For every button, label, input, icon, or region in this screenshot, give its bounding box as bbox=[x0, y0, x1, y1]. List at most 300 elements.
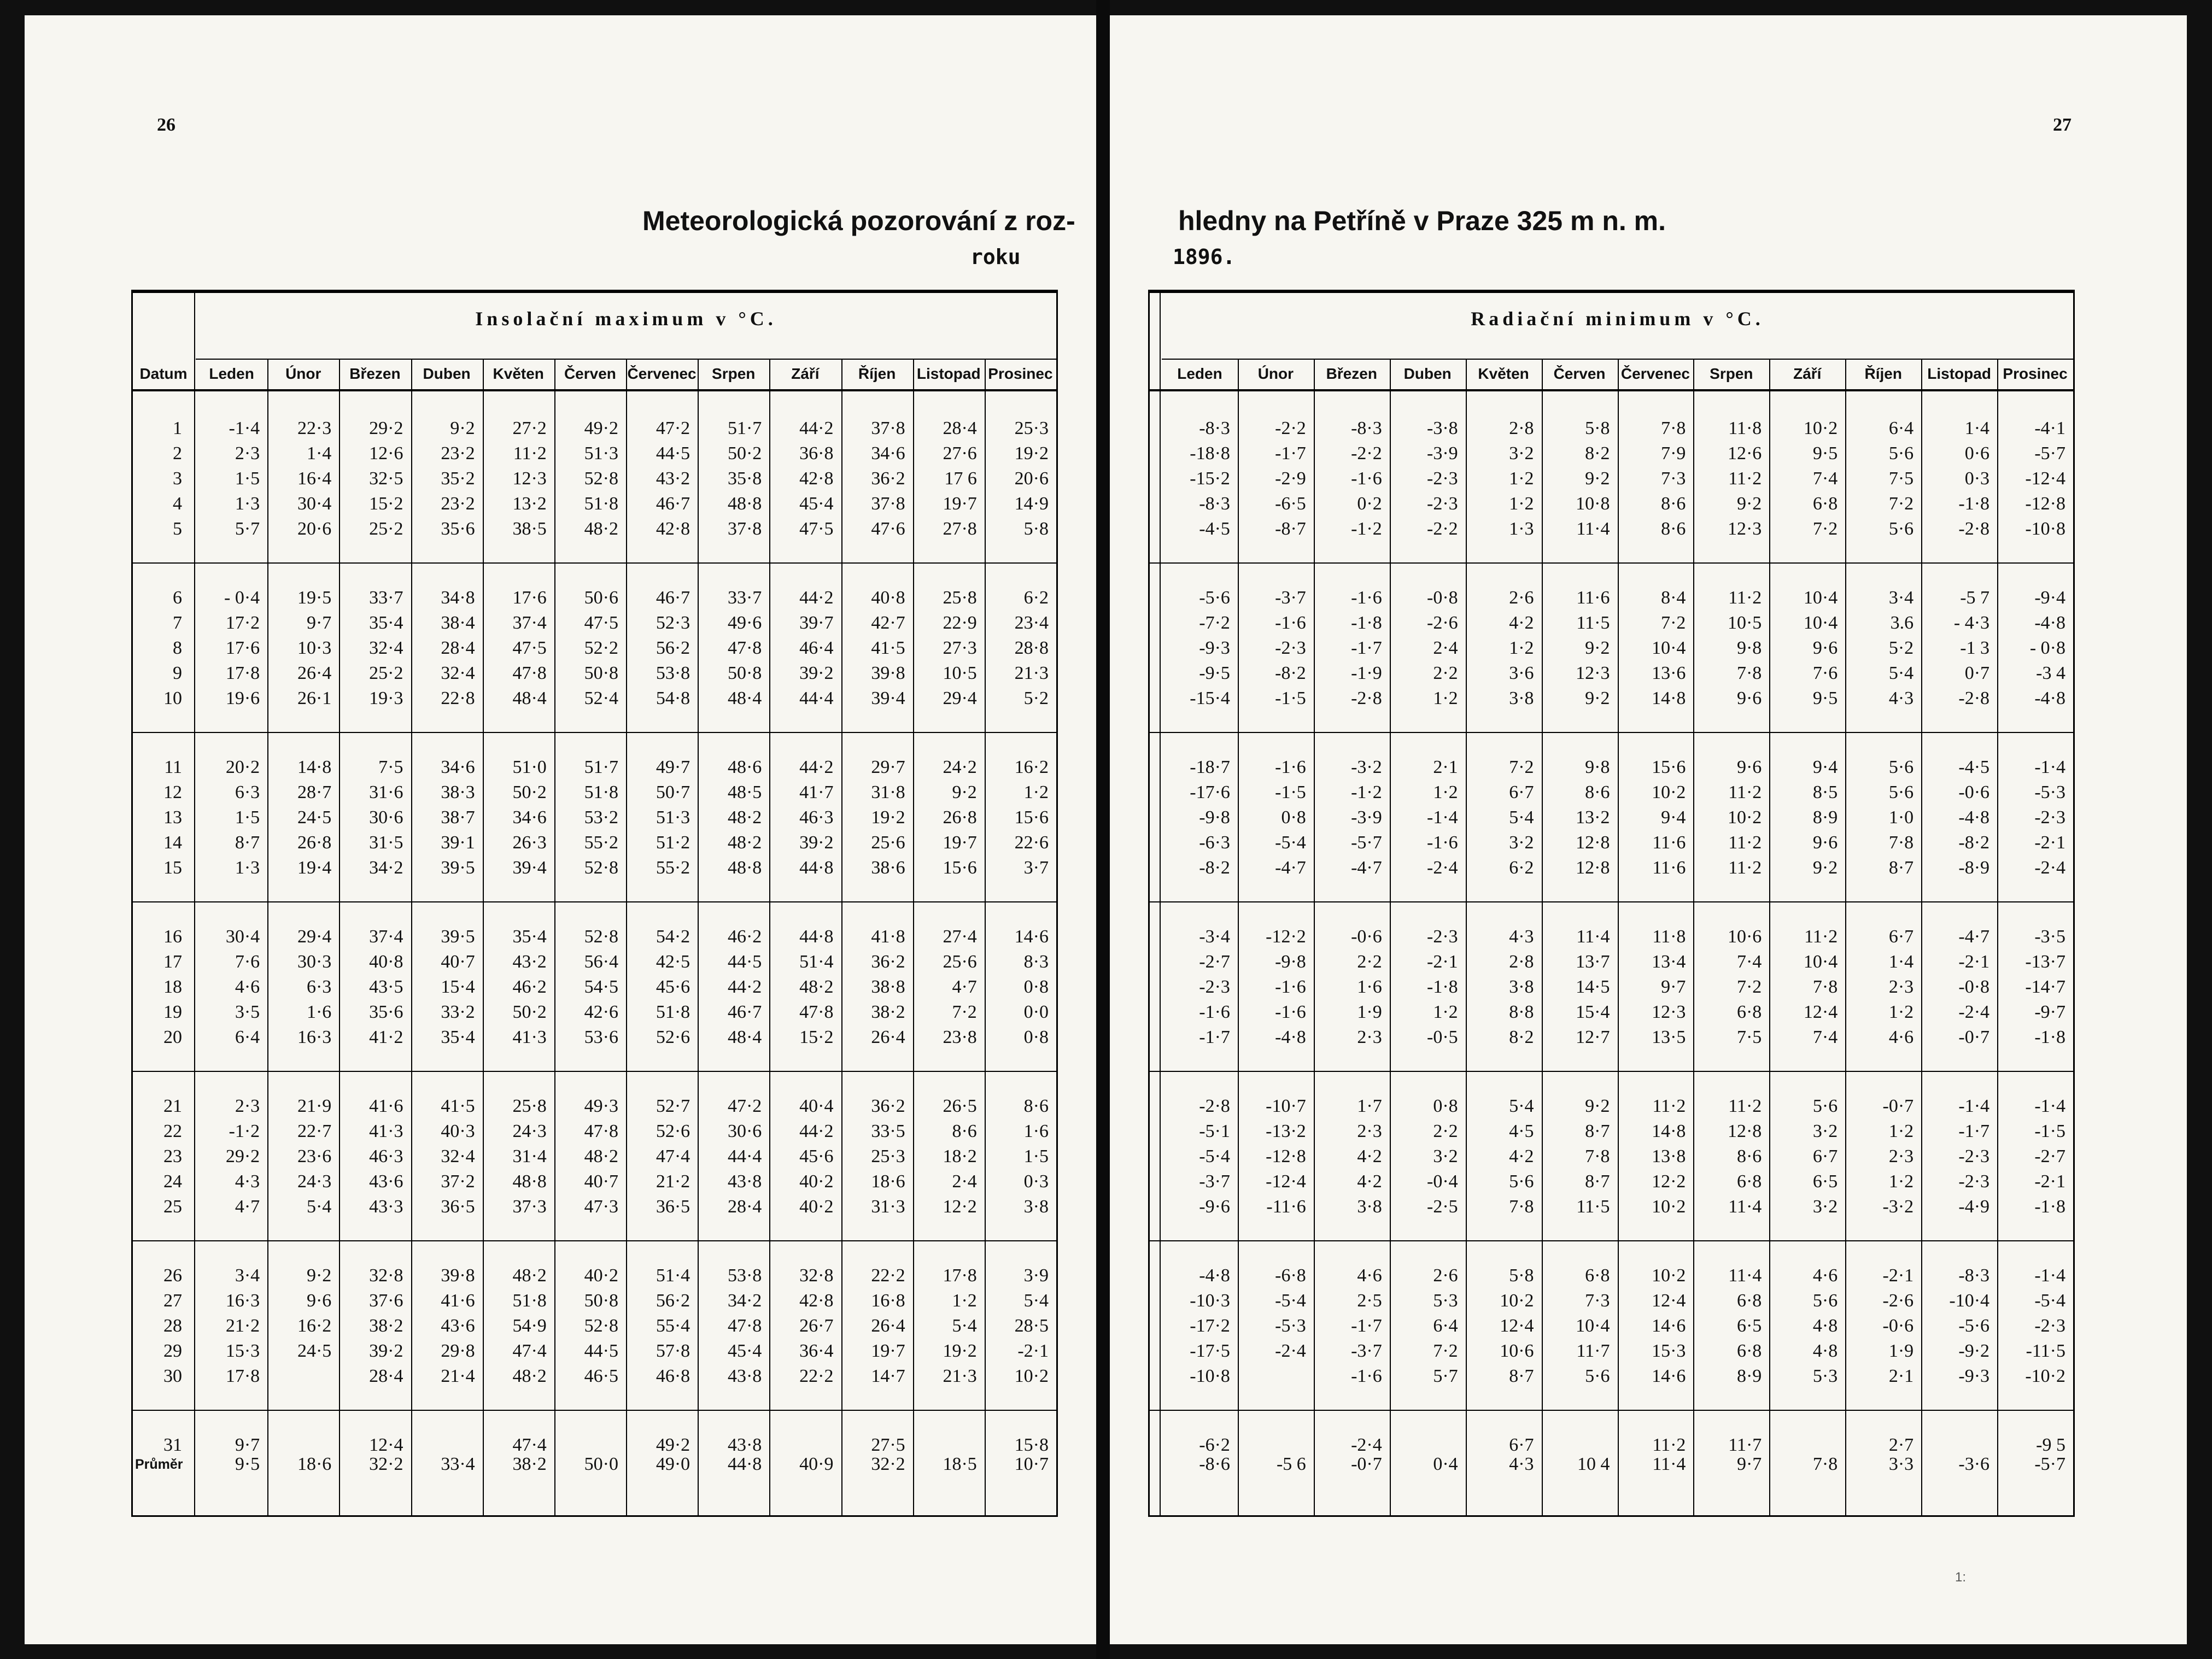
day-number: 29 bbox=[163, 1341, 182, 1361]
table-cell: 20·6 bbox=[297, 519, 332, 539]
table-cell: 38·3 bbox=[441, 782, 475, 802]
table-cell: 4·3 bbox=[1888, 688, 1914, 708]
table-cell: 21·3 bbox=[1014, 663, 1049, 683]
table-cell: 6·5 bbox=[1812, 1171, 1838, 1192]
table-cell: 3·9 bbox=[1023, 1265, 1049, 1286]
table-cell: 41·8 bbox=[871, 927, 905, 947]
table-cell: -12·8 bbox=[1266, 1146, 1306, 1166]
table-cell: 1·3 bbox=[235, 494, 260, 514]
table-cell: -9·8 bbox=[1199, 807, 1230, 828]
average-cell: 18·6 bbox=[297, 1454, 332, 1474]
table-cell: 43·3 bbox=[369, 1197, 403, 1217]
table-cell: -3·9 bbox=[1351, 807, 1382, 828]
table-cell: 1·0 bbox=[1888, 807, 1914, 828]
table-cell: 12·3 bbox=[1652, 1002, 1686, 1022]
table-cell: 36·2 bbox=[871, 1096, 905, 1116]
table-cell: 2·2 bbox=[1357, 952, 1382, 972]
table-cell: -1·8 bbox=[1427, 977, 1458, 997]
table-cell: -2·4 bbox=[1958, 1002, 1990, 1022]
table-cell: 6·4 bbox=[235, 1027, 260, 1047]
table-cell: 8·9 bbox=[1736, 1366, 1762, 1386]
table-cell: 4·7 bbox=[235, 1197, 260, 1217]
table-cell: 1·9 bbox=[1357, 1002, 1382, 1022]
table-cell: 51·2 bbox=[656, 833, 690, 853]
table-cell: 2·8 bbox=[1509, 418, 1534, 438]
table-cell: 44·5 bbox=[656, 443, 690, 464]
table-cell: 43·5 bbox=[369, 977, 403, 997]
table-cell: 47·5 bbox=[584, 613, 618, 633]
table-cell: 9·7 bbox=[306, 613, 332, 633]
table-cell: -5·7 bbox=[1351, 833, 1382, 853]
table-cell: 17·6 bbox=[225, 638, 260, 658]
table-cell: 9·2 bbox=[1585, 688, 1610, 708]
table-cell: -1·7 bbox=[1958, 1121, 1990, 1141]
table-cell: -5·7 bbox=[2034, 443, 2065, 464]
table-cell: 3·5 bbox=[235, 1002, 260, 1022]
table-caption: Insolační maximum v °C. bbox=[475, 308, 777, 330]
table-cell: 1·3 bbox=[235, 858, 260, 878]
table-cell: 0·3 bbox=[1023, 1171, 1049, 1192]
table-cell: -3·5 bbox=[2034, 927, 2065, 947]
table-cell: 19·7 bbox=[871, 1341, 905, 1361]
table-cell: -2·3 bbox=[2034, 807, 2065, 828]
table-cell: 11·2 bbox=[1728, 858, 1762, 878]
table-cell: 44·5 bbox=[584, 1341, 618, 1361]
table-cell: 7·2 bbox=[1661, 613, 1686, 633]
table-cell: 11·6 bbox=[1652, 858, 1686, 878]
average-cell: 4·3 bbox=[1509, 1454, 1534, 1474]
table-cell: 36·2 bbox=[871, 468, 905, 489]
table-cell: 50·2 bbox=[512, 1002, 547, 1022]
table-cell: 36·4 bbox=[799, 1341, 834, 1361]
table-cell: 16·2 bbox=[297, 1316, 332, 1336]
month-header: Srpen bbox=[712, 365, 756, 382]
table-cell: 23·2 bbox=[441, 443, 475, 464]
table-cell: 1·2 bbox=[1433, 782, 1458, 802]
table-cell: -5·4 bbox=[1199, 1146, 1230, 1166]
table-cell: 9·6 bbox=[1812, 833, 1838, 853]
table-cell: 35·8 bbox=[727, 468, 762, 489]
table-cell: 7·9 bbox=[1661, 443, 1686, 464]
table-cell: 46·8 bbox=[656, 1366, 690, 1386]
table-cell: -2·8 bbox=[1958, 688, 1990, 708]
table-cell: -8·3 bbox=[1351, 418, 1382, 438]
table-cell: 50·8 bbox=[584, 1291, 618, 1311]
table-cell: 48·6 bbox=[727, 757, 762, 777]
table-cell: -10·4 bbox=[1949, 1291, 1990, 1311]
table-cell: -1·4 bbox=[229, 418, 260, 438]
table-cell: 53·6 bbox=[584, 1027, 618, 1047]
table-cell: 0·3 bbox=[1964, 468, 1990, 489]
table-cell: -2·3 bbox=[2034, 1316, 2065, 1336]
group-divider bbox=[1150, 1410, 2073, 1411]
table-cell: 52·2 bbox=[584, 638, 618, 658]
table-cell: 2·8 bbox=[1509, 952, 1534, 972]
table-cell: 6·7 bbox=[1509, 1435, 1534, 1455]
table-cell: 10·4 bbox=[1803, 588, 1838, 608]
table-cell: 6·4 bbox=[1888, 418, 1914, 438]
table-cell: 6·5 bbox=[1736, 1316, 1762, 1336]
table-cell: 11·6 bbox=[1652, 833, 1686, 853]
month-header: Červenec bbox=[1620, 365, 1690, 382]
table-cell: -2·3 bbox=[1958, 1171, 1990, 1192]
table-cell: 34·6 bbox=[512, 807, 547, 828]
table-cell: 15·2 bbox=[799, 1027, 834, 1047]
table-cell: 46·7 bbox=[727, 1002, 762, 1022]
table-cell: -2·1 bbox=[1882, 1265, 1914, 1286]
table-cell: 15·6 bbox=[943, 858, 977, 878]
table-cell: -1·6 bbox=[1427, 833, 1458, 853]
table-cell: -1·7 bbox=[1199, 1027, 1230, 1047]
table-cell: 53·8 bbox=[656, 663, 690, 683]
table-cell: 29·8 bbox=[441, 1341, 475, 1361]
table-cell: -0·6 bbox=[1882, 1316, 1914, 1336]
table-cell: 10·2 bbox=[1803, 418, 1838, 438]
table-cell: -1·6 bbox=[1351, 468, 1382, 489]
table-cell: 48·4 bbox=[727, 688, 762, 708]
table-cell: 9·2 bbox=[952, 782, 977, 802]
table-cell: 49·2 bbox=[584, 418, 618, 438]
table-cell: 7·4 bbox=[1736, 952, 1762, 972]
table-cell: -2·2 bbox=[1427, 519, 1458, 539]
table-cell: 2·1 bbox=[1433, 757, 1458, 777]
table-cell: -2·1 bbox=[1958, 952, 1990, 972]
table-cell: 44·5 bbox=[727, 952, 762, 972]
table-cell: 45·6 bbox=[799, 1146, 834, 1166]
table-cell: -9·3 bbox=[1199, 638, 1230, 658]
table-cell: 12·8 bbox=[1576, 858, 1610, 878]
table-cell: 12·8 bbox=[1727, 1121, 1762, 1141]
month-header: Leden bbox=[209, 365, 254, 382]
table-cell: 1·6 bbox=[306, 1002, 332, 1022]
table-cell: 19·4 bbox=[297, 858, 332, 878]
table-cell: 25·3 bbox=[1014, 418, 1049, 438]
table-cell: 7·8 bbox=[1812, 977, 1838, 997]
table-cell: 6·7 bbox=[1888, 927, 1914, 947]
table-cell: 44·8 bbox=[799, 858, 834, 878]
table-cell: 46·2 bbox=[512, 977, 547, 997]
table-cell: -5·4 bbox=[1275, 1291, 1306, 1311]
table-cell: 3·8 bbox=[1509, 977, 1534, 997]
month-header: Květen bbox=[1478, 365, 1529, 382]
table-cell: 16·3 bbox=[297, 1027, 332, 1047]
table-cell: 14·8 bbox=[1652, 688, 1686, 708]
table-cell: -2·1 bbox=[1017, 1341, 1049, 1361]
table-cell: 10·2 bbox=[1652, 782, 1686, 802]
day-number: 22 bbox=[163, 1121, 182, 1141]
page-number-left: 26 bbox=[157, 115, 175, 135]
table-cell: 7·8 bbox=[1736, 663, 1762, 683]
table-cell: 40·7 bbox=[441, 952, 475, 972]
table-cell: 36·8 bbox=[799, 443, 834, 464]
day-number: 1 bbox=[173, 418, 182, 438]
table-cell: 26·3 bbox=[512, 833, 547, 853]
table-cell: 55·4 bbox=[656, 1316, 690, 1336]
table-cell: 48·5 bbox=[727, 782, 762, 802]
table-cell: 9·6 bbox=[1736, 757, 1762, 777]
table-cell: -4·8 bbox=[2034, 688, 2065, 708]
table-cell: 2·3 bbox=[1888, 1146, 1914, 1166]
table-cell: -13·2 bbox=[1266, 1121, 1306, 1141]
table-cell: 8·7 bbox=[1585, 1171, 1610, 1192]
table-cell: -2·1 bbox=[2034, 1171, 2065, 1192]
table-cell: 44·4 bbox=[727, 1146, 762, 1166]
table-cell: -10·7 bbox=[1266, 1096, 1306, 1116]
table-cell: 49·2 bbox=[656, 1435, 690, 1455]
table-cell: 2·6 bbox=[1433, 1265, 1458, 1286]
table-cell: 48·4 bbox=[512, 688, 547, 708]
table-cell: 48·8 bbox=[727, 494, 762, 514]
month-header: Srpen bbox=[1710, 365, 1753, 382]
table-cell: 5·6 bbox=[1812, 1291, 1838, 1311]
table-cell: 40·3 bbox=[441, 1121, 475, 1141]
table-cell: 24·2 bbox=[943, 757, 977, 777]
table-cell: 12·4 bbox=[1652, 1291, 1686, 1311]
table-cell: -3·9 bbox=[1427, 443, 1458, 464]
table-cell: 10·2 bbox=[1014, 1366, 1049, 1386]
average-cell: -0·7 bbox=[1351, 1454, 1382, 1474]
table-cell: 52·8 bbox=[584, 468, 618, 489]
table-cell: 5·2 bbox=[1023, 688, 1049, 708]
table-cell: 10·6 bbox=[1727, 927, 1762, 947]
table-cell: 32·4 bbox=[441, 663, 475, 683]
table-cell: 52·8 bbox=[584, 927, 618, 947]
table-cell: 51·7 bbox=[727, 418, 762, 438]
table-cell: 15·4 bbox=[441, 977, 475, 997]
table-cell: 5·7 bbox=[1433, 1366, 1458, 1386]
day-number: 10 bbox=[163, 688, 182, 708]
table-cell: 43·8 bbox=[727, 1171, 762, 1192]
table-cell: 2·4 bbox=[952, 1171, 977, 1192]
book-spine bbox=[1096, 0, 1110, 1659]
table-cell: -1·5 bbox=[2034, 1121, 2065, 1141]
table-cell: 6·3 bbox=[306, 977, 332, 997]
table-cell: 2·5 bbox=[1357, 1291, 1382, 1311]
table-cell: 1·6 bbox=[1023, 1121, 1049, 1141]
table-cell: -4·7 bbox=[1275, 858, 1306, 878]
average-cell: 9·7 bbox=[1736, 1454, 1762, 1474]
table-cell: -6·2 bbox=[1199, 1435, 1230, 1455]
table-cell: -1·4 bbox=[2034, 1096, 2065, 1116]
table-cell: 12·3 bbox=[1727, 519, 1762, 539]
table-cell: 48·2 bbox=[584, 1146, 618, 1166]
table-cell: 13·2 bbox=[512, 494, 547, 514]
table-cell: 47·2 bbox=[656, 418, 690, 438]
table-cell: 26·4 bbox=[297, 663, 332, 683]
table-cell: -1·6 bbox=[1275, 757, 1306, 777]
table-cell: 15·8 bbox=[1014, 1435, 1049, 1455]
table-cell: 9·5 bbox=[1812, 688, 1838, 708]
table-cell: 27·4 bbox=[943, 927, 977, 947]
table-cell: 5·6 bbox=[1585, 1366, 1610, 1386]
header-rule bbox=[1150, 389, 2073, 391]
table-cell: 11·7 bbox=[1728, 1435, 1762, 1455]
table-cell: 43·6 bbox=[369, 1171, 403, 1192]
table-cell: 2·4 bbox=[1433, 638, 1458, 658]
table-cell: 11·2 bbox=[1728, 782, 1762, 802]
table-cell: 51·4 bbox=[656, 1265, 690, 1286]
table-cell: -1·7 bbox=[1275, 443, 1306, 464]
table-cell: 17·6 bbox=[512, 588, 547, 608]
table-cell: 11·2 bbox=[513, 443, 547, 464]
table-cell: 11·4 bbox=[1728, 1197, 1762, 1217]
day-number: 4 bbox=[173, 494, 182, 514]
table-cell: 2·3 bbox=[1888, 977, 1914, 997]
table-cell: 46·5 bbox=[584, 1366, 618, 1386]
table-cell: 6·2 bbox=[1023, 588, 1049, 608]
table-cell: 12·3 bbox=[1576, 663, 1610, 683]
table-cell: 42·7 bbox=[871, 613, 905, 633]
group-divider bbox=[133, 1240, 1056, 1241]
table-cell: 46·2 bbox=[727, 927, 762, 947]
table-cell: 11·2 bbox=[1728, 588, 1762, 608]
table-cell: 26·5 bbox=[943, 1096, 977, 1116]
table-cell: 39·2 bbox=[799, 833, 834, 853]
average-cell: 10 4 bbox=[1577, 1454, 1610, 1474]
table-cell: 14·6 bbox=[1652, 1316, 1686, 1336]
table-cell: -2·4 bbox=[1275, 1341, 1306, 1361]
table-cell: 25·2 bbox=[369, 519, 403, 539]
month-header: Listopad bbox=[1927, 365, 1991, 382]
table-cell: -1·8 bbox=[2034, 1197, 2065, 1217]
table-cell: 18·6 bbox=[871, 1171, 905, 1192]
table-cell: 25·8 bbox=[512, 1096, 547, 1116]
table-cell: 50·7 bbox=[656, 782, 690, 802]
table-cell: -3 4 bbox=[2036, 663, 2065, 683]
table-cell: -1·6 bbox=[1275, 1002, 1306, 1022]
table-cell: 12·2 bbox=[1652, 1171, 1686, 1192]
table-cell: 1·5 bbox=[1023, 1146, 1049, 1166]
table-cell: 1·5 bbox=[235, 468, 260, 489]
table-cell: 52·6 bbox=[656, 1027, 690, 1047]
table-cell: 19·6 bbox=[225, 688, 260, 708]
table-cell: 3·6 bbox=[1509, 663, 1534, 683]
table-cell: 38·2 bbox=[369, 1316, 403, 1336]
table-cell: 50·2 bbox=[727, 443, 762, 464]
table-cell: -5·4 bbox=[1275, 833, 1306, 853]
average-cell: 44·8 bbox=[727, 1454, 762, 1474]
table-cell: 2·3 bbox=[1357, 1121, 1382, 1141]
table-cell: 41·3 bbox=[369, 1121, 403, 1141]
table-cell: 29·2 bbox=[225, 1146, 260, 1166]
table-cell: 37·3 bbox=[512, 1197, 547, 1217]
table-cell: 9·7 bbox=[235, 1435, 260, 1455]
table-cell: 9·2 bbox=[1736, 494, 1762, 514]
table-cell: 52·8 bbox=[584, 1316, 618, 1336]
table-cell: 5·4 bbox=[1509, 807, 1534, 828]
table-cell: -4·5 bbox=[1199, 519, 1230, 539]
datum-header: Datum bbox=[139, 365, 188, 382]
table-cell: -9·2 bbox=[1958, 1341, 1990, 1361]
table-cell: 11·8 bbox=[1728, 418, 1762, 438]
table-cell: 2·6 bbox=[1509, 588, 1534, 608]
table-cell: 37·6 bbox=[369, 1291, 403, 1311]
table-cell: -2·2 bbox=[1275, 418, 1306, 438]
table-cell: 6·3 bbox=[235, 782, 260, 802]
table-cell: 12·6 bbox=[1727, 443, 1762, 464]
table-cell: 28·4 bbox=[727, 1197, 762, 1217]
table-cell: 38·7 bbox=[441, 807, 475, 828]
table-cell: -1·7 bbox=[1351, 638, 1382, 658]
table-cell: 3.6 bbox=[1890, 613, 1914, 633]
table-cell: 2·3 bbox=[1357, 1027, 1382, 1047]
table-cell: 1·9 bbox=[1888, 1341, 1914, 1361]
table-cell: 3·2 bbox=[1812, 1197, 1838, 1217]
day-number: 26 bbox=[163, 1265, 182, 1286]
table-cell: 30·6 bbox=[727, 1121, 762, 1141]
table-cell: 1·2 bbox=[952, 1291, 977, 1311]
table-cell: 9·2 bbox=[1812, 858, 1838, 878]
table-cell: 42·8 bbox=[799, 1291, 834, 1311]
table-cell: 54·2 bbox=[656, 927, 690, 947]
table-cell: 22·6 bbox=[1014, 833, 1049, 853]
table-cell: -2·8 bbox=[1199, 1096, 1230, 1116]
table-cell: 8·4 bbox=[1661, 588, 1686, 608]
table-cell: 15·6 bbox=[1014, 807, 1049, 828]
table-cell: 9·4 bbox=[1812, 757, 1838, 777]
day-number: 5 bbox=[173, 519, 182, 539]
table-cell: 10·3 bbox=[297, 638, 332, 658]
table-cell: 4·6 bbox=[1888, 1027, 1914, 1047]
table-cell: 31·5 bbox=[369, 833, 403, 853]
table-cell: 5·4 bbox=[306, 1197, 332, 1217]
table-cell: -3·2 bbox=[1351, 757, 1382, 777]
table-cell: -17·2 bbox=[1190, 1316, 1230, 1336]
table-cell: 40·2 bbox=[799, 1171, 834, 1192]
day-number: 6 bbox=[173, 588, 182, 608]
table-cell: 31·4 bbox=[512, 1146, 547, 1166]
table-cell: 22·9 bbox=[943, 613, 977, 633]
table-cell: 51·7 bbox=[584, 757, 618, 777]
table-cell: -4·8 bbox=[1275, 1027, 1306, 1047]
table-cell: 34·2 bbox=[727, 1291, 762, 1311]
table-cell: -7·2 bbox=[1199, 613, 1230, 633]
table-cell: 35·4 bbox=[369, 613, 403, 633]
table-cell: -1·2 bbox=[229, 1121, 260, 1141]
table-cell: -0·7 bbox=[1882, 1096, 1914, 1116]
table-cell: -1·6 bbox=[1275, 977, 1306, 997]
table-cell: 11·5 bbox=[1576, 1197, 1610, 1217]
day-number: 30 bbox=[163, 1366, 182, 1386]
table-cell: 41·3 bbox=[512, 1027, 547, 1047]
table-cell: 49·3 bbox=[584, 1096, 618, 1116]
table-cell: 14·9 bbox=[1014, 494, 1049, 514]
average-cell: 38·2 bbox=[512, 1454, 547, 1474]
table-cell: 6·8 bbox=[1585, 1265, 1610, 1286]
table-cell: -1·6 bbox=[1199, 1002, 1230, 1022]
table-cell: 1·4 bbox=[1964, 418, 1990, 438]
table-cell: 23·8 bbox=[943, 1027, 977, 1047]
table-cell: 8·6 bbox=[1661, 494, 1686, 514]
table-cell: 10·4 bbox=[1652, 638, 1686, 658]
table-cell: 27·8 bbox=[943, 519, 977, 539]
table-cell: 25·8 bbox=[943, 588, 977, 608]
table-cell: 40·8 bbox=[369, 952, 403, 972]
table-cell: 40·2 bbox=[799, 1197, 834, 1217]
table-cell: 29·4 bbox=[943, 688, 977, 708]
heading-year: 1896. bbox=[1173, 245, 1236, 269]
table-cell: -1·2 bbox=[1351, 519, 1382, 539]
table-cell: -2·7 bbox=[2034, 1146, 2065, 1166]
table-cell: 38·5 bbox=[512, 519, 547, 539]
month-header: Listopad bbox=[916, 365, 981, 382]
table-cell: 37·4 bbox=[369, 927, 403, 947]
table-cell: -1·5 bbox=[1275, 782, 1306, 802]
table-cell: -14·7 bbox=[2025, 977, 2065, 997]
table-cell: 47·5 bbox=[799, 519, 834, 539]
table-cell: 12·2 bbox=[943, 1197, 977, 1217]
table-cell: 0·6 bbox=[1964, 443, 1990, 464]
